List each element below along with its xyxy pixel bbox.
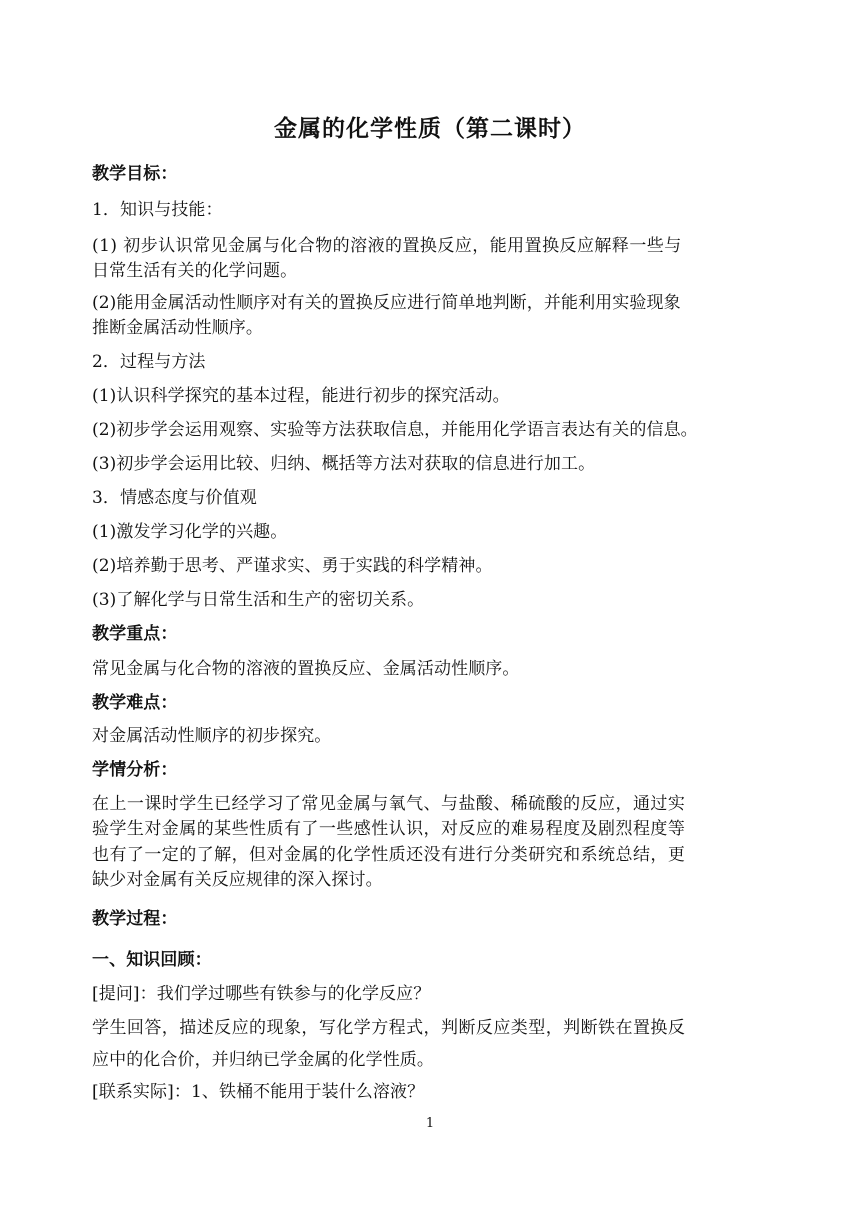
objective-line: (1)认识科学探究的基本过程，能进行初步的探究活动。 <box>92 386 510 406</box>
objective-line: 日常生活有关的化学问题。 <box>92 261 298 281</box>
section-heading-key-points: 教学重点： <box>92 624 178 644</box>
section-heading-objectives: 教学目标： <box>92 164 178 184</box>
process-line: 学生回答，描述反应的现象，写化学方程式，判断反应类型，判断铁在置换反 <box>92 1018 686 1038</box>
analysis-line: 缺少对金属有关反应规律的深入探讨。 <box>92 870 383 890</box>
analysis-line: 在上一课时学生已经学习了常见金属与氧气、与盐酸、稀硫酸的反应，通过实 <box>92 794 686 814</box>
subheading-process-methods: 2．过程与方法 <box>92 352 206 372</box>
subheading-attitudes-values: 3．情感态度与价值观 <box>92 488 257 508</box>
process-line: 应中的化合价，并归纳已学金属的化学性质。 <box>92 1050 434 1070</box>
page-number: 1 <box>425 1116 435 1131</box>
objective-line: (1)激发学习化学的兴趣。 <box>92 522 288 542</box>
document-title: 金属的化学性质（第二课时） <box>274 116 586 142</box>
objective-line: (2)初步学会运用观察、实验等方法获取信息，并能用化学语言表达有关的信息。 <box>92 420 698 440</box>
analysis-line: 也有了一定的了解，但对金属的化学性质还没有进行分类研究和系统总结，更 <box>92 845 686 865</box>
subsection-heading-review: 一、知识回顾： <box>92 950 212 970</box>
section-heading-difficulties: 教学难点： <box>92 693 178 713</box>
objective-line: 推断金属活动性顺序。 <box>92 318 263 338</box>
objective-line: (3)了解化学与日常生活和生产的密切关系。 <box>92 590 425 610</box>
objective-line: (2)培养勤于思考、严谨求实、勇于实践的科学精神。 <box>92 556 493 576</box>
difficulties-text: 对金属活动性顺序的初步探究。 <box>92 726 332 746</box>
section-heading-learner-analysis: 学情分析： <box>92 760 178 780</box>
key-points-text: 常见金属与化合物的溶液的置换反应、金属活动性顺序。 <box>92 659 520 679</box>
analysis-line: 验学生对金属的某些性质有了一些感性认识，对反应的难易程度及剧烈程度等 <box>92 819 686 839</box>
section-heading-process: 教学过程： <box>92 909 178 929</box>
process-line: [联系实际]：1、铁桶不能用于装什么溶液？ <box>92 1082 425 1102</box>
subheading-knowledge-skills: 1．知识与技能： <box>92 200 223 220</box>
objective-line: (2)能用金属活动性顺序对有关的置换反应进行简单地判断，并能利用实验现象 <box>92 293 681 313</box>
objective-line: (3)初步学会运用比较、归纳、概括等方法对获取的信息进行加工。 <box>92 454 596 474</box>
process-line: [提问]：我们学过哪些有铁参与的化学反应？ <box>92 984 431 1004</box>
objective-line: (1) 初步认识常见金属与化合物的溶液的置换反应，能用置换反应解释一些与 <box>92 236 682 256</box>
